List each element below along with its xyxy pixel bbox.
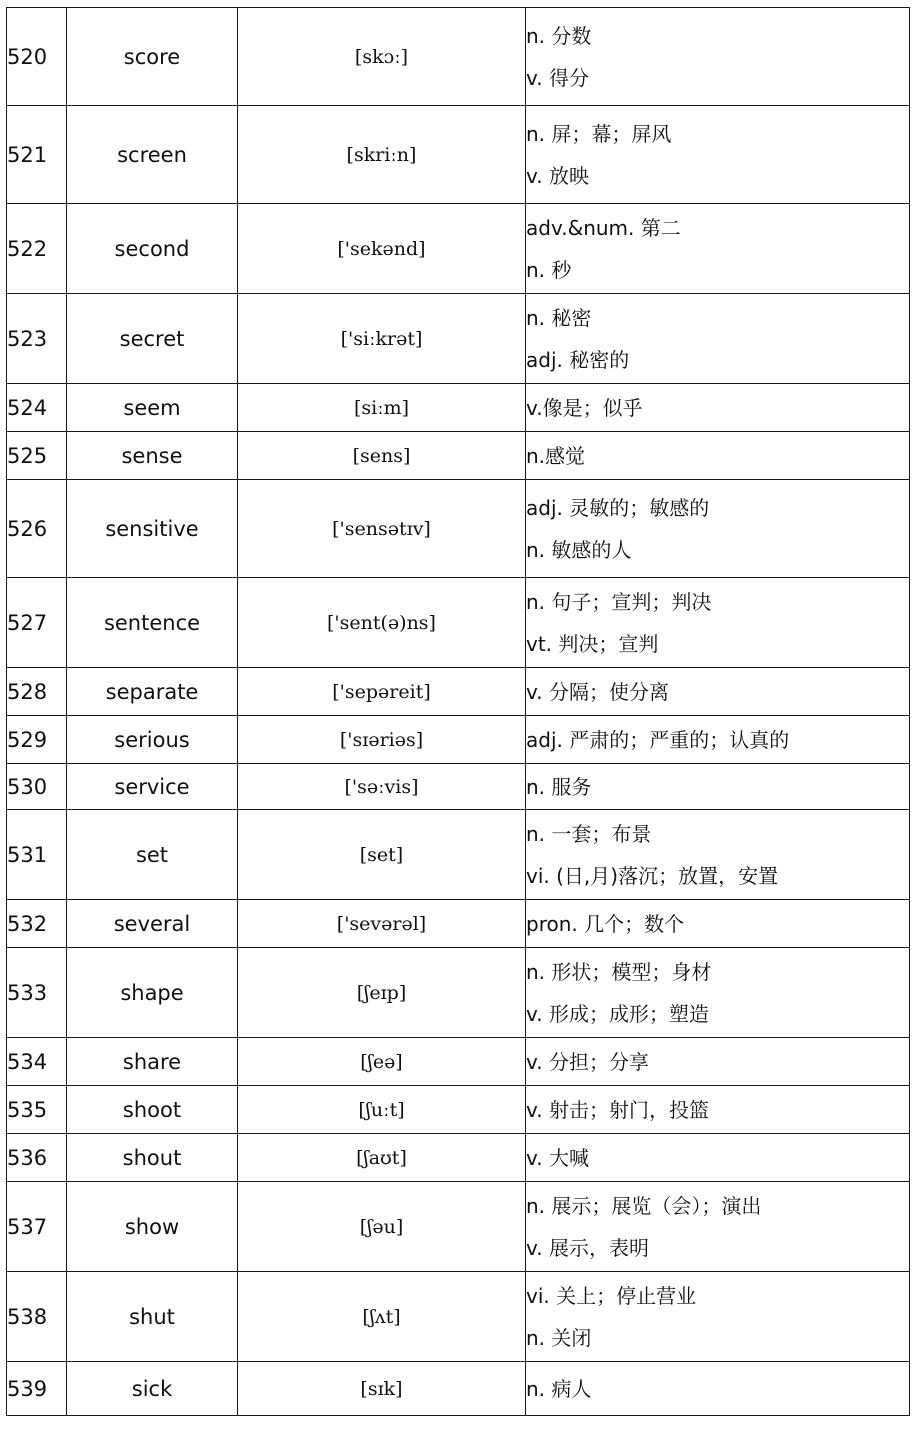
vocabulary-table-body [7, 8, 910, 1416]
entry-definitions [526, 578, 910, 668]
entry-phonetic: [skriːn] [238, 106, 526, 204]
entry-word: sick [67, 1362, 238, 1416]
entry-word: shape [67, 948, 238, 1038]
entry-phonetic: ['sevərəl] [238, 900, 526, 948]
entry-number: 535 [7, 1086, 67, 1134]
entry-number: 530 [7, 764, 67, 810]
entry-number: 520 [7, 8, 67, 106]
vocab-row [7, 1182, 910, 1272]
entry-phonetic: [skɔː] [238, 8, 526, 106]
entry-word: secret [67, 294, 238, 384]
vocab-row [7, 384, 910, 432]
vocab-row [7, 1134, 910, 1182]
definition-line: v. 形成；成形；塑造 [526, 1001, 709, 1026]
entry-phonetic: [ʃeɪp] [238, 948, 526, 1038]
vocab-row [7, 1038, 910, 1086]
entry-number: 522 [7, 204, 67, 294]
definition-line: adj. 秘密的 [526, 347, 630, 372]
entry-definitions [526, 716, 910, 764]
entry-number: 539 [7, 1362, 67, 1416]
entry-number: 536 [7, 1134, 67, 1182]
definition-line: adj. 严肃的；严重的；认真的 [526, 727, 790, 752]
entry-number: 526 [7, 480, 67, 578]
definition-line: v. 展示，表明 [526, 1235, 649, 1260]
definition-line: pron. 几个；数个 [526, 911, 685, 936]
vocab-row [7, 764, 910, 810]
entry-definitions [526, 106, 910, 204]
entry-definitions [526, 810, 910, 900]
entry-phonetic: [ʃʌt] [238, 1272, 526, 1362]
entry-word: separate [67, 668, 238, 716]
entry-number: 532 [7, 900, 67, 948]
vocab-row [7, 810, 910, 900]
entry-number: 537 [7, 1182, 67, 1272]
definition-line: n. 病人 [526, 1376, 592, 1401]
entry-definitions [526, 948, 910, 1038]
definition-line: n. 关闭 [526, 1325, 592, 1350]
entry-phonetic: [ʃuːt] [238, 1086, 526, 1134]
entry-number: 529 [7, 716, 67, 764]
entry-word: shout [67, 1134, 238, 1182]
definition-line: vt. 判决；宣判 [526, 631, 659, 656]
definition-line: n. 句子；宣判；判决 [526, 589, 712, 614]
vocab-row [7, 480, 910, 578]
entry-definitions [526, 1134, 910, 1182]
vocab-row [7, 432, 910, 480]
definition-line: vi. (日,月)落沉；放置，安置 [526, 863, 779, 888]
entry-word: seem [67, 384, 238, 432]
entry-word: sense [67, 432, 238, 480]
entry-word: second [67, 204, 238, 294]
entry-number: 533 [7, 948, 67, 1038]
entry-definitions [526, 480, 910, 578]
definition-line: adv.&num. 第二 [526, 215, 681, 240]
entry-phonetic: [siːm] [238, 384, 526, 432]
vocab-row [7, 716, 910, 764]
entry-word: show [67, 1182, 238, 1272]
entry-number: 521 [7, 106, 67, 204]
entry-word: sensitive [67, 480, 238, 578]
vocab-row [7, 1362, 910, 1416]
vocab-row [7, 1272, 910, 1362]
entry-phonetic: [ʃeə] [238, 1038, 526, 1086]
vocab-row [7, 668, 910, 716]
entry-definitions [526, 432, 910, 480]
vocab-row [7, 106, 910, 204]
definition-line: n. 一套；布景 [526, 821, 652, 846]
vocab-row [7, 294, 910, 384]
entry-word: sentence [67, 578, 238, 668]
definition-line: v. 分隔；使分离 [526, 679, 669, 704]
entry-phonetic: ['sekənd] [238, 204, 526, 294]
definition-line: n. 展示；展览（会）；演出 [526, 1193, 762, 1218]
definition-line: v. 分担；分享 [526, 1049, 649, 1074]
entry-definitions [526, 294, 910, 384]
entry-phonetic: [sɪk] [238, 1362, 526, 1416]
entry-number: 538 [7, 1272, 67, 1362]
vocab-row [7, 204, 910, 294]
entry-definitions [526, 900, 910, 948]
definition-line: n.感觉 [526, 443, 586, 468]
entry-definitions [526, 384, 910, 432]
vocabulary-table [6, 7, 910, 1416]
entry-number: 534 [7, 1038, 67, 1086]
entry-definitions [526, 1362, 910, 1416]
entry-number: 525 [7, 432, 67, 480]
definition-line: n. 分数 [526, 23, 592, 48]
vocab-row [7, 578, 910, 668]
definition-line: v.像是；似乎 [526, 395, 643, 420]
vocab-row [7, 948, 910, 1038]
entry-phonetic: [set] [238, 810, 526, 900]
entry-definitions [526, 204, 910, 294]
entry-definitions [526, 764, 910, 810]
entry-word: score [67, 8, 238, 106]
definition-line: n. 服务 [526, 774, 592, 799]
definition-line: n. 秘密 [526, 305, 592, 330]
entry-number: 527 [7, 578, 67, 668]
entry-definitions [526, 1272, 910, 1362]
entry-definitions [526, 1038, 910, 1086]
entry-phonetic: ['sepəreit] [238, 668, 526, 716]
definition-line: v. 射击；射门，投篮 [526, 1097, 709, 1122]
definition-line: n. 形状；模型；身材 [526, 959, 712, 984]
definition-line: n. 屏；幕；屏风 [526, 121, 672, 146]
entry-definitions [526, 668, 910, 716]
vocab-row [7, 1086, 910, 1134]
entry-number: 528 [7, 668, 67, 716]
entry-word: set [67, 810, 238, 900]
entry-definitions [526, 1086, 910, 1134]
entry-word: screen [67, 106, 238, 204]
entry-number: 523 [7, 294, 67, 384]
entry-number: 524 [7, 384, 67, 432]
definition-line: adj. 灵敏的；敏感的 [526, 495, 710, 520]
definition-line: v. 放映 [526, 163, 589, 188]
vocab-row [7, 8, 910, 106]
entry-word: service [67, 764, 238, 810]
entry-phonetic: [ʃaʊt] [238, 1134, 526, 1182]
entry-definitions [526, 8, 910, 106]
entry-phonetic: [ʃəu] [238, 1182, 526, 1272]
entry-phonetic: ['siːkrət] [238, 294, 526, 384]
entry-word: shut [67, 1272, 238, 1362]
definition-line: n. 敏感的人 [526, 537, 632, 562]
entry-word: shoot [67, 1086, 238, 1134]
entry-word: several [67, 900, 238, 948]
entry-phonetic: ['sɪəriəs] [238, 716, 526, 764]
entry-definitions [526, 1182, 910, 1272]
entry-phonetic: [sens] [238, 432, 526, 480]
definition-line: vi. 关上；停止营业 [526, 1283, 697, 1308]
entry-phonetic: ['səːvis] [238, 764, 526, 810]
entry-phonetic: ['sensətɪv] [238, 480, 526, 578]
entry-phonetic: ['sent(ə)ns] [238, 578, 526, 668]
definition-line: n. 秒 [526, 257, 572, 282]
definition-line: v. 大喊 [526, 1145, 589, 1170]
entry-number: 531 [7, 810, 67, 900]
definition-line: v. 得分 [526, 65, 589, 90]
vocab-row [7, 900, 910, 948]
entry-word: serious [67, 716, 238, 764]
entry-word: share [67, 1038, 238, 1086]
